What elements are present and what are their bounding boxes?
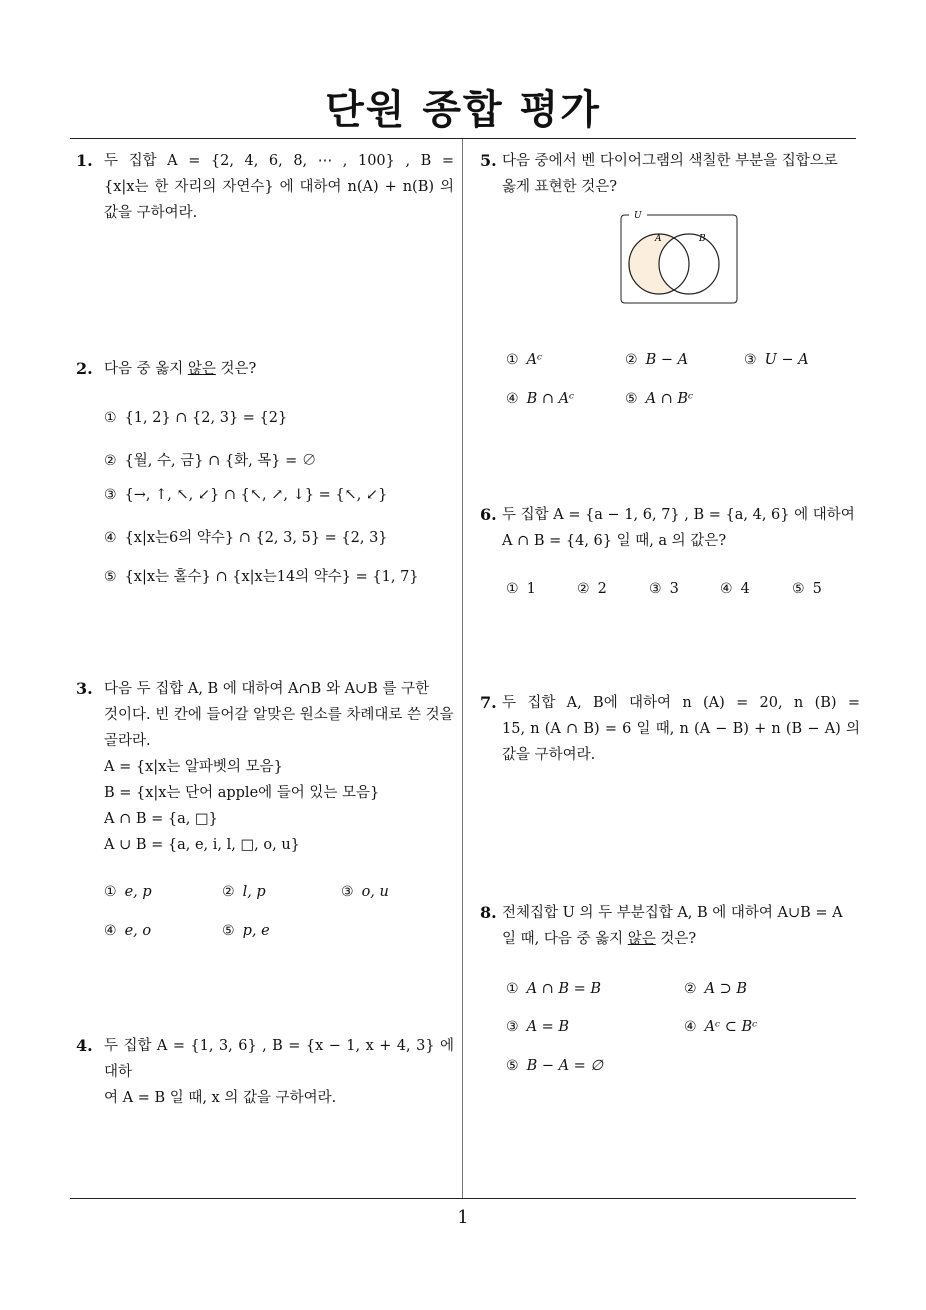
choice-mark: ④ (720, 581, 733, 597)
question-text-line: {x|x는 한 자리의 자연수} 에 대하여 n(A) + n(B) 의 (104, 179, 454, 195)
question-number: 5. (480, 151, 497, 170)
choice-mark: ④ (104, 530, 117, 546)
choice-text: 2 (597, 581, 607, 597)
choice-text: {월, 수, 금} ∩ {화, 목} = ∅ (124, 453, 317, 469)
choice-mark: ② (625, 352, 638, 368)
choice-text: p, e (242, 923, 270, 939)
choice-mark: ⑤ (625, 391, 638, 407)
choice-1[interactable] (506, 981, 601, 997)
choice-mark: ② (577, 581, 590, 597)
choice-2[interactable] (684, 981, 747, 997)
prompt-text: 것은? (655, 931, 697, 947)
question-3 (76, 676, 454, 858)
choice-text: A ∩ Bᶜ (645, 391, 694, 407)
choice-1[interactable] (104, 410, 287, 426)
question-text-line: 값을 구하여라. (502, 747, 596, 763)
question-number: 1. (76, 151, 93, 170)
choice-mark: ① (104, 410, 117, 426)
question-text-line: 전체집합 U 의 두 부분집합 A, B 에 대하여 A∪B = A (502, 905, 843, 921)
choice-text: {1, 2} ∩ {2, 3} = {2} (124, 410, 288, 426)
choice-text: Aᶜ (526, 352, 543, 368)
choice-mark: ③ (506, 1019, 519, 1035)
choice-2[interactable] (577, 581, 607, 597)
choice-text: 3 (669, 581, 679, 597)
choice-mark: ① (506, 581, 519, 597)
question-number: 4. (76, 1036, 93, 1055)
choice-text: l, p (242, 884, 266, 900)
choice-mark: ⑤ (506, 1058, 519, 1074)
question-number: 7. (480, 693, 497, 712)
choice-mark: ① (104, 884, 117, 900)
column-divider (462, 139, 463, 1198)
choice-text: B ∩ Aᶜ (526, 391, 575, 407)
set-definition: A ∪ B = {a, e, i, l, □, o, u} (104, 837, 300, 853)
choice-4[interactable] (684, 1019, 757, 1035)
choice-text: e, o (124, 923, 152, 939)
top-rule (70, 138, 856, 139)
choice-mark: ② (684, 981, 697, 997)
question-number: 8. (480, 903, 497, 922)
choice-mark: ③ (104, 487, 117, 503)
choice-mark: ④ (104, 923, 117, 939)
choice-5[interactable] (625, 391, 693, 407)
choice-4[interactable] (506, 391, 574, 407)
choice-text: A ∩ B = B (526, 981, 602, 997)
choice-4[interactable] (104, 526, 388, 547)
choice-5[interactable] (104, 565, 419, 586)
question-text-line: 두 집합 A = {2, 4, 6, 8, ⋯ , 100} , B = (104, 153, 454, 169)
choice-text: 1 (526, 581, 536, 597)
choice-text: Aᶜ ⊂ Bᶜ (704, 1019, 758, 1035)
set-a-label: A (655, 234, 662, 244)
choice-4[interactable] (720, 581, 750, 597)
question-text-line: A ∩ B = {4, 6} 일 때, a 의 값은? (502, 533, 727, 549)
choice-text: {→, ↑, ↖, ↙} ∩ {↖, ↗, ↓} = {↖, ↙} (124, 487, 388, 503)
question-prompt (104, 356, 454, 382)
set-definition: A ∩ B = {a, □} (104, 811, 218, 827)
choice-3[interactable] (649, 581, 679, 597)
question-8 (480, 900, 860, 952)
question-text-line: 다음 두 집합 A, B 에 대하여 A∩B 와 A∪B 를 구한 (104, 681, 430, 697)
choice-text: {x|x는6의 약수} ∩ {2, 3, 5} = {2, 3} (124, 530, 388, 546)
page-number: 1 (457, 1207, 469, 1228)
choice-1[interactable] (506, 581, 536, 597)
question-2 (76, 356, 454, 382)
choice-3[interactable] (744, 352, 809, 368)
set-definition: A = {x|x는 알파벳의 모음} (104, 759, 283, 775)
prompt-underlined: 않은 (187, 361, 216, 377)
question-text-line: 15, n (A ∩ B) = 6 일 때, n (A − B) + n (B − A) 의 (502, 721, 860, 737)
question-number: 2. (76, 359, 93, 378)
universe-label: U (634, 211, 642, 221)
choice-text: A = B (526, 1019, 570, 1035)
question-text-line: 여 A = B 일 때, x 의 값을 구하여라. (104, 1090, 337, 1106)
choice-mark: ⑤ (222, 923, 235, 939)
choice-2[interactable] (222, 884, 266, 900)
choice-text: e, p (124, 884, 152, 900)
question-text-line: 옳게 표현한 것은? (502, 179, 618, 195)
choice-mark: ① (506, 352, 519, 368)
choice-3[interactable] (341, 884, 389, 900)
choice-1[interactable] (506, 352, 542, 368)
choice-text: o, u (361, 884, 389, 900)
choice-mark: ③ (744, 352, 757, 368)
choice-text: B − A = ∅ (526, 1058, 604, 1074)
choice-text: {x|x는 홀수} ∩ {x|x는14의 약수} = {1, 7} (124, 569, 419, 585)
question-number: 6. (480, 505, 497, 524)
question-1 (76, 148, 454, 226)
question-text-line: 두 집합 A = {a − 1, 6, 7} , B = {a, 4, 6} 에 대하여 (502, 507, 855, 523)
question-text-line: 두 집합 A = {1, 3, 6} , B = {x − 1, x + 4, 3} 에 대하 (104, 1038, 454, 1080)
choice-text: A ⊃ B (704, 981, 748, 997)
choice-1[interactable] (104, 884, 152, 900)
venn-diagram (617, 207, 741, 307)
question-4 (76, 1033, 454, 1111)
question-6 (480, 502, 860, 554)
choice-5[interactable] (506, 1058, 603, 1074)
question-number: 3. (76, 679, 93, 698)
question-text-line: 것이다. 빈 칸에 들어갈 알맞은 원소를 차례대로 쓴 것을 (104, 707, 454, 723)
choice-mark: ④ (506, 391, 519, 407)
set-b-label: B (699, 234, 706, 244)
page-title: 단원 종합 평가 (325, 87, 601, 133)
choice-text: 4 (740, 581, 750, 597)
choice-mark: ③ (341, 884, 354, 900)
question-prompt (502, 926, 860, 952)
choice-4[interactable] (104, 923, 151, 939)
prompt-underlined: 않은 (627, 931, 656, 947)
choice-mark: ③ (649, 581, 662, 597)
choice-2[interactable] (104, 449, 316, 470)
question-7 (480, 690, 860, 768)
question-text-line: 두 집합 A, B에 대하여 n (A) = 20, n (B) = (502, 695, 860, 711)
set-definition: B = {x|x는 단어 apple에 들어 있는 모음} (104, 785, 380, 801)
choice-5[interactable] (792, 581, 822, 597)
choice-mark: ① (506, 981, 519, 997)
choice-mark: ② (104, 453, 117, 469)
question-5 (480, 148, 860, 200)
choice-mark: ④ (684, 1019, 697, 1035)
choice-3[interactable] (104, 487, 387, 503)
choice-mark: ② (222, 884, 235, 900)
choice-text: U − A (764, 352, 809, 368)
choice-text: B − A (645, 352, 689, 368)
choice-mark: ⑤ (792, 581, 805, 597)
choice-text: 5 (812, 581, 822, 597)
prompt-text: 일 때, 다음 중 옳지 (502, 931, 628, 947)
prompt-text: 다음 중 옳지 (104, 361, 188, 377)
choice-mark: ⑤ (104, 569, 117, 585)
bottom-rule (70, 1198, 856, 1199)
prompt-text: 것은? (215, 361, 257, 377)
question-text-line: 골라라. (104, 733, 151, 749)
choice-2[interactable] (625, 352, 688, 368)
choice-3[interactable] (506, 1019, 569, 1035)
choice-5[interactable] (222, 923, 270, 939)
question-text-line: 다음 중에서 벤 다이어그램의 색칠한 부분을 집합으로 (502, 153, 838, 169)
question-text-line: 값을 구하여라. (104, 205, 198, 221)
